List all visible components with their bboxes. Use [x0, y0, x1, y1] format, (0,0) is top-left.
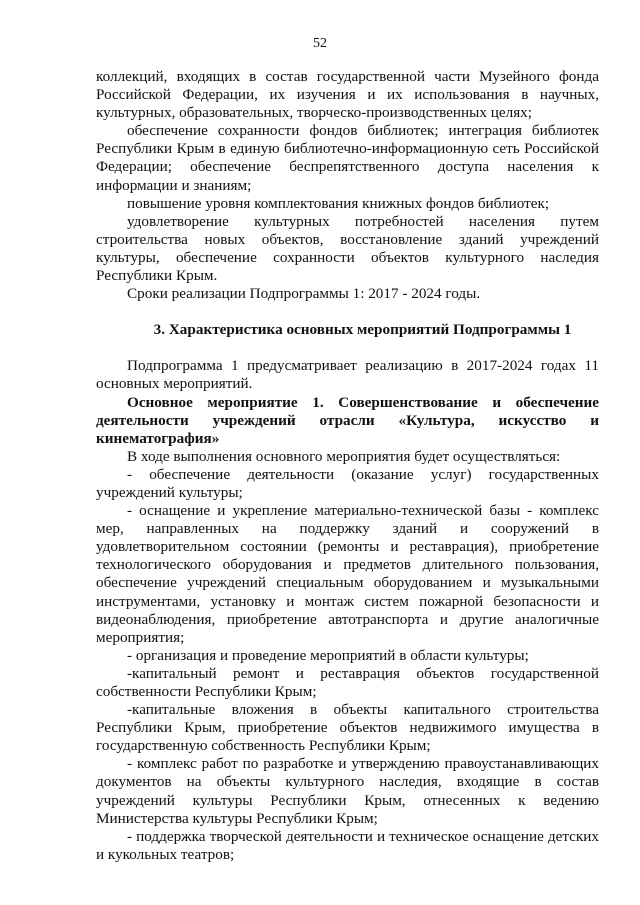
list-item: - организация и проведение мероприятий в области культуры;	[127, 646, 529, 664]
page-body	[96, 68, 599, 864]
list-item: - обеспечение деятельности (оказание услуг) государственных учреждений культуры;	[96, 465, 599, 501]
list-item: -капитальные вложения в объекты капитального строительства Республики Крым, приобретение объектов недвижимого имущества в государственную собственность Республики Крым;	[96, 701, 599, 755]
paragraph: коллекций, входящих в состав государственной части Музейного фонда Российской Федерации, их изучения и их использования в научных, культурных, образовательных, творческо-производственных целях;	[96, 68, 599, 122]
list-item: -капитальный ремонт и реставрация объектов государственной собственности Республики Крым;	[96, 664, 599, 700]
lead-in: В ходе выполнения основного мероприятия будет осуществляться:	[127, 447, 561, 465]
paragraph: удовлетворение культурных потребностей населения путем строительства новых объектов, восстановление зданий учреждений культуры, обеспечение сохранности объектов культурного наследия Республики Крым.	[96, 212, 599, 285]
list-item: - комплекс работ по разработке и утверждению правоустанавливающих документов на объекты культурного наследия, входящие в состав учреждений культуры Республики Крым, отнесенных к ведению Министерства культуры Республики Крым;	[96, 755, 599, 827]
paragraph: Сроки реализации Подпрограммы 1: 2017 - 2024 годы.	[127, 285, 481, 303]
measure-heading: Основное мероприятие 1. Совершенствование и обеспечение деятельности учреждений отрасли «Культура, искусство и кинематография»	[96, 393, 599, 447]
section-heading: 3. Характеристика основных мероприятий Подпрограммы 1	[153, 321, 572, 339]
intro-paragraph: Подпрограмма 1 предусматривает реализацию в 2017-2024 годах 11 основных мероприятий.	[96, 357, 599, 393]
paragraph: обеспечение сохранности фондов библиотек; интеграция библиотек Республики Крым в единую библиотечно-информационную сеть Российской Федерации; обеспечение беспрепятственного доступа населения к информации и знаниям;	[96, 122, 599, 194]
list-item: - оснащение и укрепление материально-технической базы - комплекс мер, направленных на поддержку зданий и сооружений в удовлетворительном состоянии (ремонты и реставрация), приобретение технологического оборудования и предметов длительного пользования, обеспечение учреждений специальным оборудованием и музыкальными инструментами, установку и монтаж систем пожарной безопасности и видеонаблюдения, приобретение автотранспорта и другие аналогичные мероприятия;	[96, 502, 599, 646]
page-number: 52	[313, 36, 327, 51]
paragraph: повышение уровня комплектования книжных фондов библиотек;	[127, 194, 550, 212]
list-item: - поддержка творческой деятельности и техническое оснащение детских и кукольных театров;	[96, 827, 599, 863]
